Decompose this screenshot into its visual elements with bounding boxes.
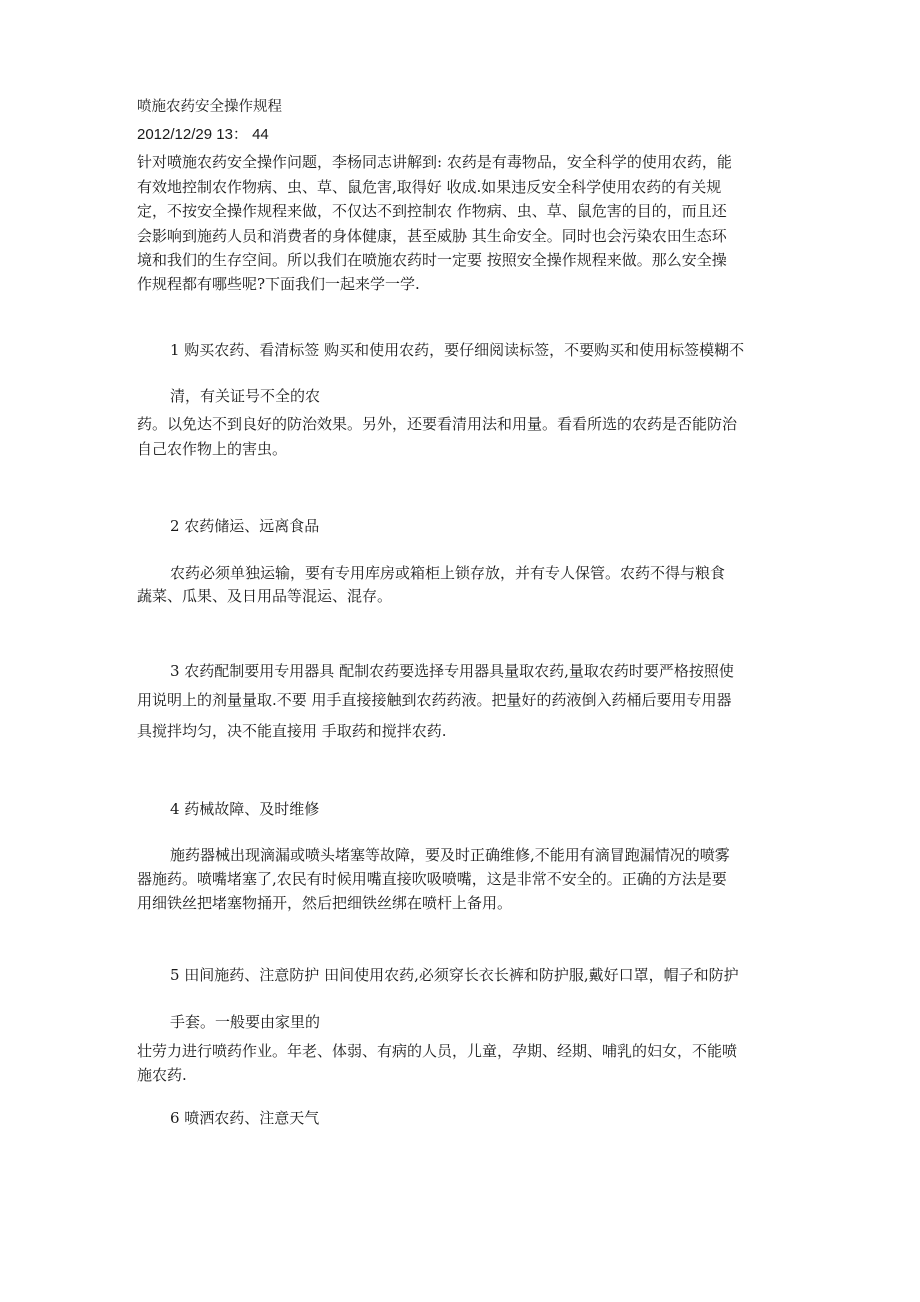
section-3-heading: 3 农药配制要用专用器具 配制农药要选择专用器具量取农药,量取农药时要严格按照使 xyxy=(170,662,734,680)
section-3-line: 用说明上的剂量量取.不要 用手直接接触到农药药液。把量好的药液倒入药桶后要用专用器 xyxy=(137,691,732,709)
section-2-line: 农药必须单独运输，要有专用库房或箱柜上锁存放，并有专人保管。农药不得与粮食 xyxy=(170,564,726,582)
section-5-line: 手套。一般要由家里的 xyxy=(170,1013,321,1031)
section-4-line: 器施药。喷嘴堵塞了,农民有时候用嘴直接吹吸喷嘴，这是非常不安全的。正确的方法是要 xyxy=(137,870,727,888)
section-5-heading: 5 田间施药、注意防护 田间使用农药,必须穿长衣长裤和防护服,戴好口罩，帽子和防护 xyxy=(170,966,739,984)
intro-line: 针对喷施农药安全操作问题，李杨同志讲解到: 农药是有毒物品，安全科学的使用农药，能 xyxy=(137,153,732,171)
intro-line: 作规程都有哪些呢?下面我们一起来学一学. xyxy=(137,275,420,293)
section-1-heading: 1 购买农药、看清标签 购买和使用农药，要仔细阅读标签，不要购买和使用标签模糊不 xyxy=(170,341,745,359)
document-title: 喷施农药安全操作规程 xyxy=(137,99,282,115)
document-date: 2012/12/29 13： 44 xyxy=(137,126,269,143)
section-5-line: 施农药. xyxy=(137,1066,187,1084)
section-6-heading: 6 喷洒农药、注意天气 xyxy=(170,1109,320,1127)
section-4-line: 施药器械出现滴漏或喷头堵塞等故障，要及时正确维修,不能用有滴冒跑漏情况的喷雾 xyxy=(170,846,730,864)
section-1-line: 自己农作物上的害虫。 xyxy=(137,440,288,458)
intro-line: 有效地控制农作物病、虫、草、鼠危害,取得好 收成.如果违反安全科学使用农药的有关规 xyxy=(137,178,722,196)
section-1-line: 清，有关证号不全的农 xyxy=(170,387,321,405)
intro-line: 会影响到施药人员和消费者的身体健康，甚至威胁 其生命安全。同时也会污染农田生态环 xyxy=(137,227,727,245)
intro-line: 境和我们的生存空间。所以我们在喷施农药时一定要 按照安全操作规程来做。那么安全操 xyxy=(137,251,727,269)
section-2-heading: 2 农药储运、远离食品 xyxy=(170,517,320,535)
section-1-line: 药。以免达不到良好的防治效果。另外，还要看清用法和用量。看看所选的农药是否能防治 xyxy=(137,415,738,433)
intro-line: 定，不按安全操作规程来做，不仅达不到控制农 作物病、虫、草、鼠危害的目的，而且还 xyxy=(137,202,727,220)
section-4-heading: 4 药械故障、及时维修 xyxy=(170,800,320,818)
section-4-line: 用细铁丝把堵塞物捅开，然后把细铁丝绑在喷杆上备用。 xyxy=(137,894,513,912)
section-3-line: 具搅拌均匀，决不能直接用 手取药和搅拌农药. xyxy=(137,722,447,740)
section-2-line: 蔬菜、瓜果、及日用品等混运、混存。 xyxy=(137,587,393,605)
section-5-line: 壮劳力进行喷药作业。年老、体弱、有病的人员，儿童，孕期、经期、哺乳的妇女，不能喷 xyxy=(137,1042,738,1060)
